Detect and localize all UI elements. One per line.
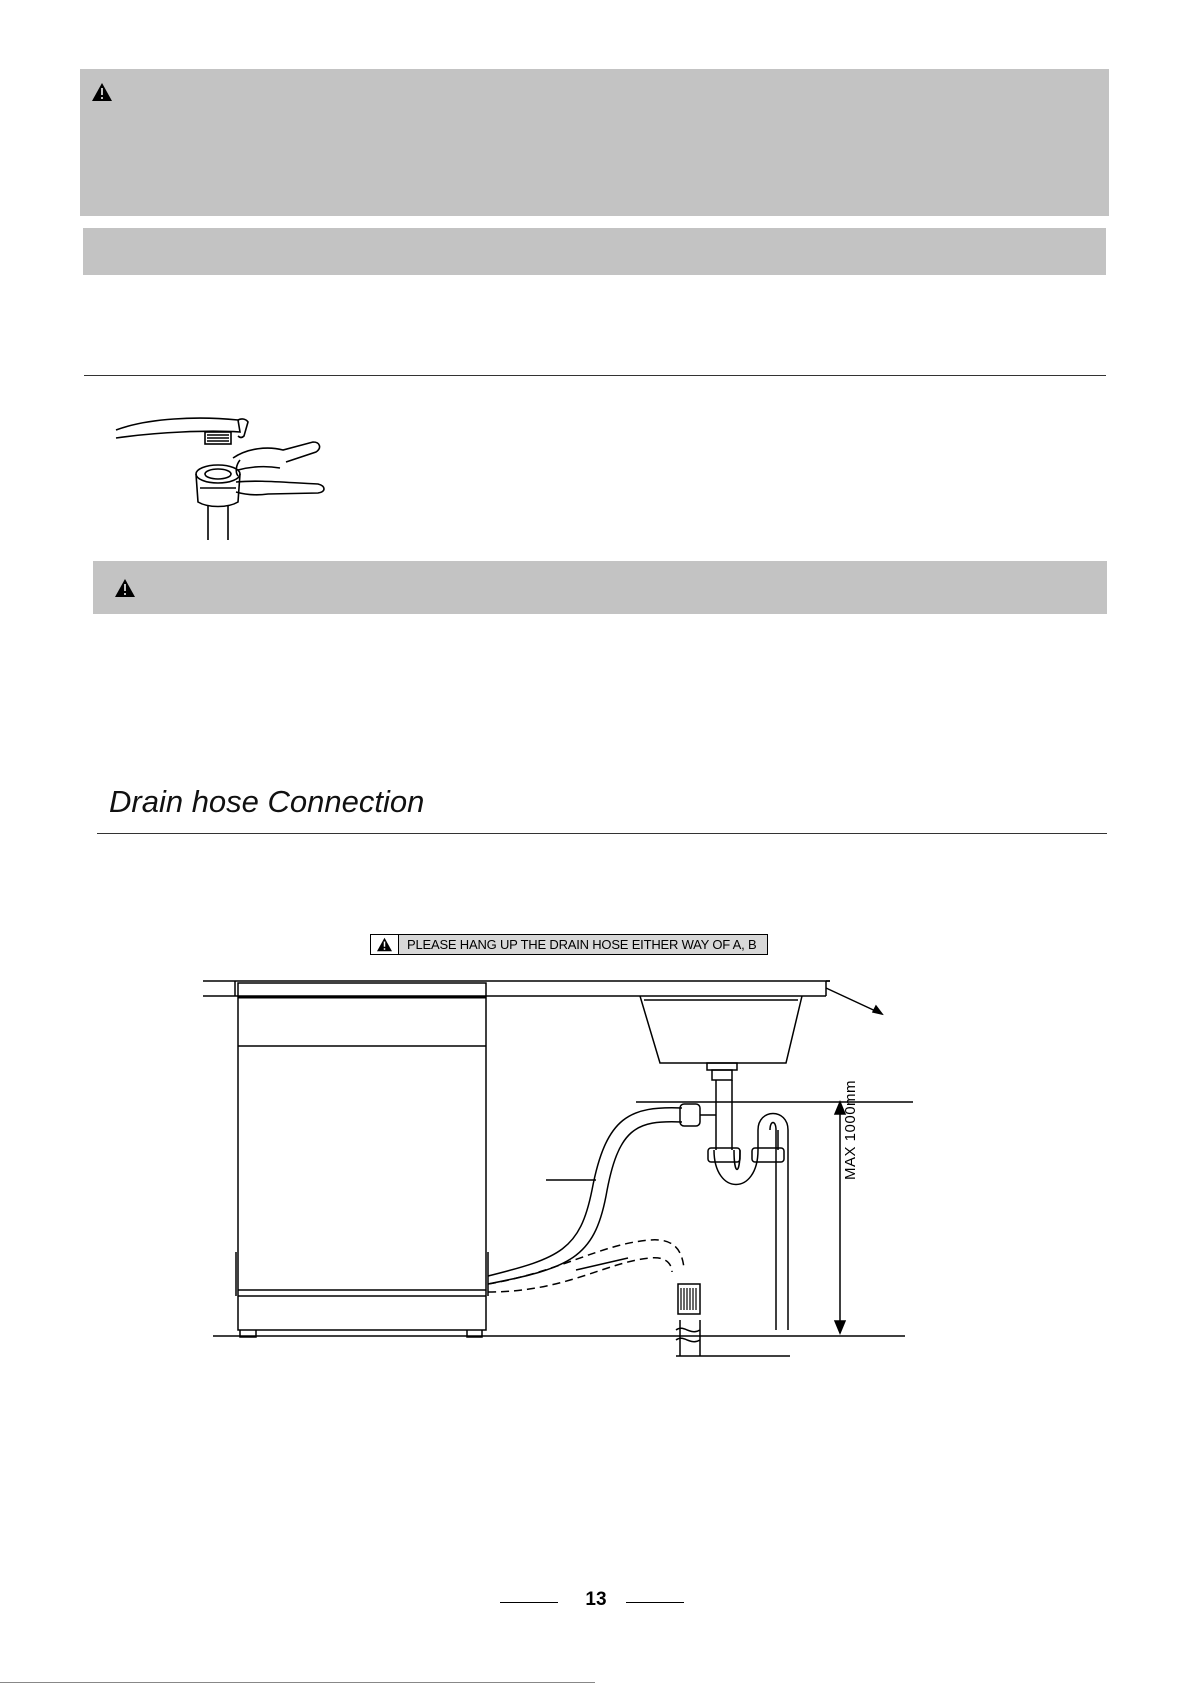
- notice-warning-cell: [371, 935, 399, 954]
- drain-hose-diagram: [190, 970, 930, 1370]
- notice-text: PLEASE HANG UP THE DRAIN HOSE EITHER WAY OF A, B: [407, 937, 757, 952]
- page-number-line-right: [626, 1602, 684, 1603]
- warning-triangle-icon: [114, 578, 136, 598]
- faucet-hose-illustration: [108, 410, 333, 545]
- warning-panel-top: [80, 69, 1109, 216]
- bottom-edge-line: [0, 1682, 595, 1683]
- section-title-underline: [97, 833, 1107, 834]
- notice-label: [370, 934, 768, 955]
- max-height-label: MAX 1000mm: [842, 1079, 859, 1180]
- page-number-line-left: [500, 1602, 558, 1603]
- warning-triangle-icon: [91, 82, 113, 102]
- page-number: 13: [585, 1589, 607, 1610]
- section-header-bar: [83, 228, 1106, 275]
- divider-line-1: [84, 375, 1106, 376]
- caution-bar: [93, 561, 1107, 614]
- section-title: Drain hose Connection: [109, 784, 425, 819]
- warning-triangle-icon: [376, 937, 393, 952]
